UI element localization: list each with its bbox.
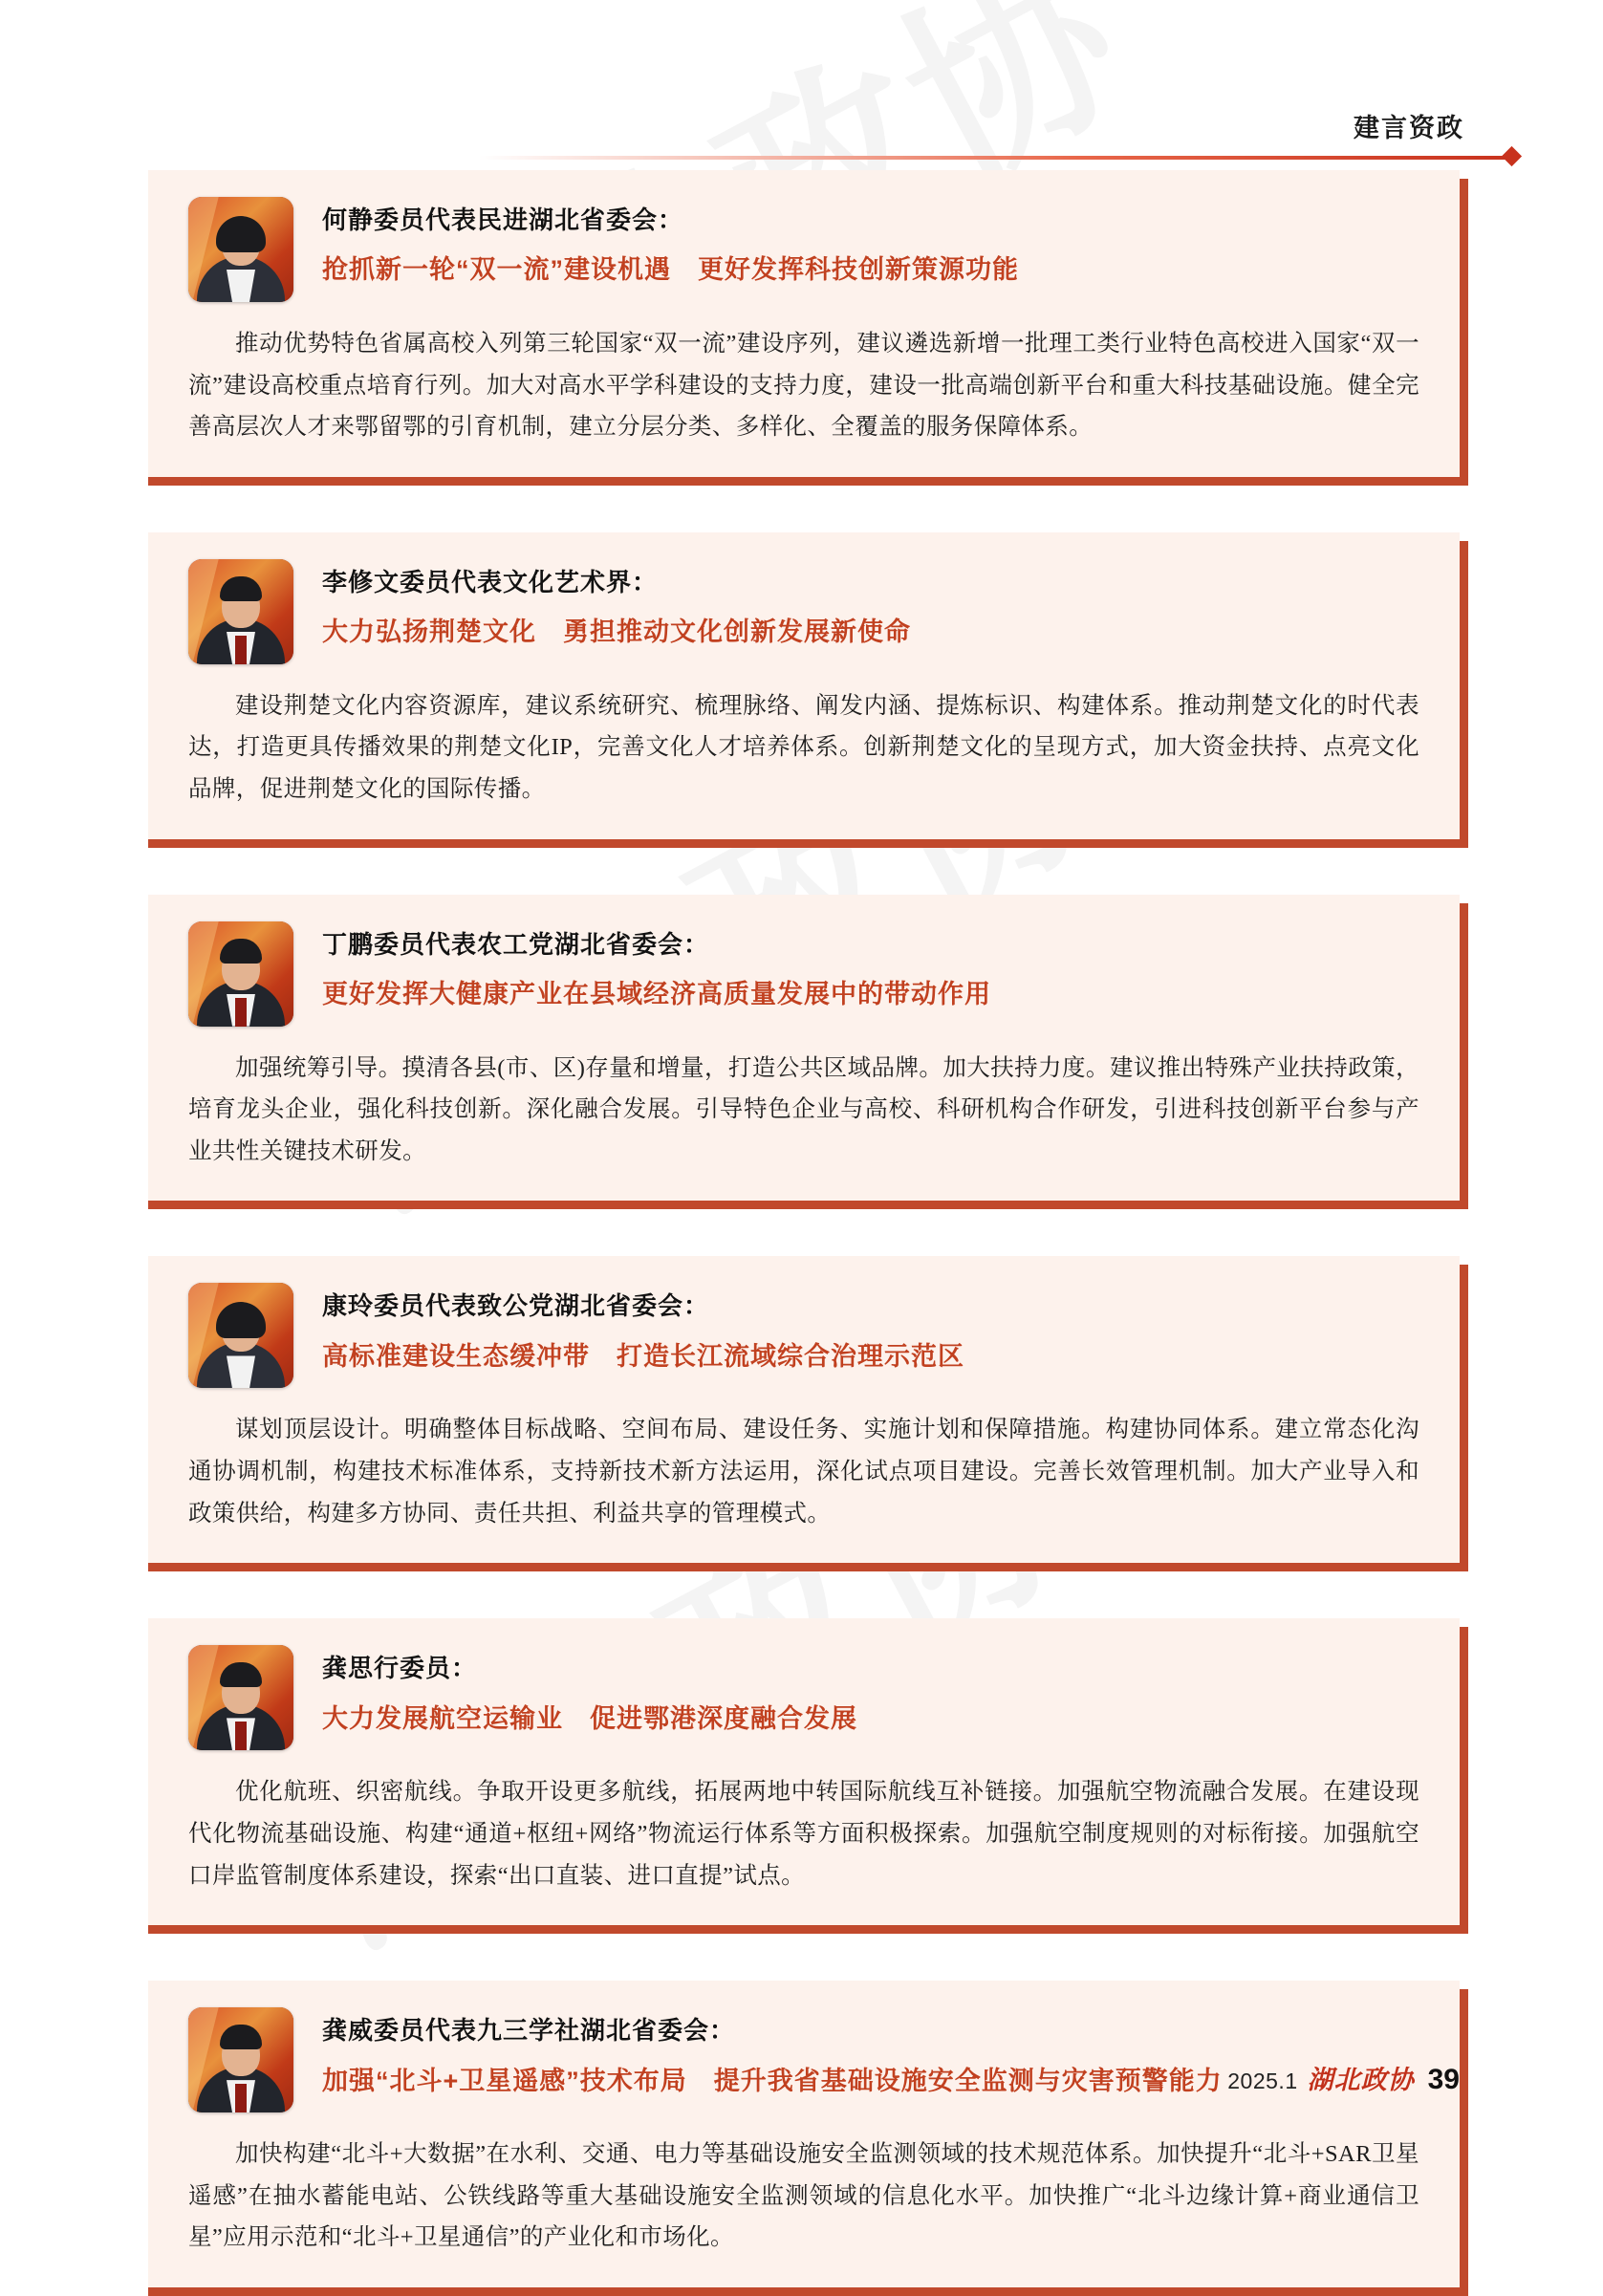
card-header	[188, 559, 1419, 664]
portrait-li-xiuwen	[188, 559, 293, 664]
portrait-ding-peng	[188, 921, 293, 1027]
card-header	[188, 921, 1419, 1027]
speaker-name: 何静委员代表民进湖北省委会：	[322, 206, 684, 234]
page-title: 建言资政	[1354, 114, 1464, 142]
card-header	[188, 1283, 1419, 1388]
proposal-card	[148, 1256, 1460, 1563]
speaker-name: 丁鹏委员代表农工党湖北省委会：	[322, 929, 710, 959]
proposal-text: 加快构建“北斗+大数据”在水利、交通、电力等基础设施安全监测领域的技术规范体系。加快提升“北斗+SAR卫星遥感”在抽水蓄能电站、公铁线路等重大基础设施安全监测领域的信息化水平。加快推广“北斗边缘计算+商业通信卫星”应用示范和“北斗+卫星通信”的产业化和市场化。	[188, 2141, 1419, 2251]
proposal-card	[148, 1618, 1460, 1925]
magazine-name: 湖北政协	[1307, 2066, 1415, 2094]
proposal-card	[148, 1981, 1460, 2287]
portrait-he-jing	[188, 197, 293, 302]
portrait-gong-sixing	[188, 1645, 293, 1750]
portrait-gong-wei	[188, 2007, 293, 2112]
proposal-text: 推动优势特色省属高校入列第三轮国家“双一流”建设序列，建议遴选新增一批理工类行业特色高校进入国家“双一流”建设高校重点培育行列。加大对高水平学科建设的支持力度，建设一批高端创新平台和重大科技基础设施。健全完善高层次人才来鄂留鄂的引育机制，建立分层分类、多样化、全覆盖的服务保障体系。	[188, 331, 1419, 441]
proposal-title: 加强“北斗+卫星遥感”技术布局 提升我省基础设施安全监测与灾害预警能力	[322, 2066, 1223, 2095]
proposal-text: 建设荆楚文化内容资源库，建议系统研究、梳理脉络、阐发内涵、提炼标识、构建体系。推动荆楚文化的时代表达，打造更具传播效果的荆楚文化IP，完善文化人才培养体系。创新荆楚文化的呈现方式，加大资金扶持、点亮文化品牌，促进荆楚文化的国际传播。	[188, 692, 1419, 803]
card-header	[188, 1645, 1419, 1750]
proposal-title: 大力弘扬荆楚文化 勇担推动文化创新发展新使命	[322, 617, 911, 647]
proposal-text: 优化航班、织密航线。争取开设更多航线，拓展两地中转国际航线互补链接。加强航空物流融合发展。在建设现代化物流基础设施、构建“通道+枢纽+网络”物流运行体系等方面积极探索。加强航空制度规则的对标衔接。加强航空口岸监管制度体系建设，探索“出口直装、进口直提”试点。	[188, 1779, 1419, 1889]
card-header	[188, 197, 1419, 302]
header-rule	[479, 156, 1511, 160]
proposal-title: 大力发展航空运输业 促进鄂港深度融合发展	[322, 1703, 857, 1733]
speaker-name: 李修文委员代表文化艺术界：	[322, 567, 659, 596]
proposal-title: 抢抓新一轮“双一流”建设机遇 更好发挥科技创新策源功能	[322, 255, 1019, 285]
proposal-title: 更好发挥大健康产业在县域经济高质量发展中的带动作用	[322, 980, 991, 1009]
proposal-card	[148, 170, 1460, 477]
proposal-card	[148, 895, 1460, 1202]
page-number: 39	[1427, 2064, 1460, 2095]
page-footer	[1227, 2059, 1460, 2096]
speaker-name: 龚威委员代表九三学社湖北省委会：	[322, 2016, 736, 2046]
speaker-name: 康玲委员代表致公党湖北省委会：	[322, 1291, 710, 1321]
portrait-kang-ling	[188, 1283, 293, 1388]
proposal-text: 谋划顶层设计。明确整体目标战略、空间布局、建设任务、实施计划和保障措施。构建协同体系。建立常态化沟通协调机制，构建技术标准体系，支持新技术新方法运用，深化试点项目建设。完善长效管理机制。加大产业导入和政策供给，构建多方协同、责任共担、利益共享的管理模式。	[188, 1417, 1419, 1527]
proposal-title: 高标准建设生态缓冲带 打造长江流域综合治理示范区	[322, 1341, 964, 1371]
proposal-text: 加强统筹引导。摸清各县(市、区)存量和增量，打造公共区域品牌。加大扶持力度。建议推出特殊产业扶持政策，培育龙头企业，强化科技创新。深化融合发展。引导特色企业与高校、科研机构合作研发，引进科技创新平台参与产业共性关键技术研发。	[188, 1054, 1419, 1164]
issue-date: 2025.1	[1227, 2069, 1298, 2093]
page-header	[0, 107, 1603, 145]
speaker-name: 龚思行委员：	[322, 1654, 478, 1683]
proposal-card	[148, 532, 1460, 839]
